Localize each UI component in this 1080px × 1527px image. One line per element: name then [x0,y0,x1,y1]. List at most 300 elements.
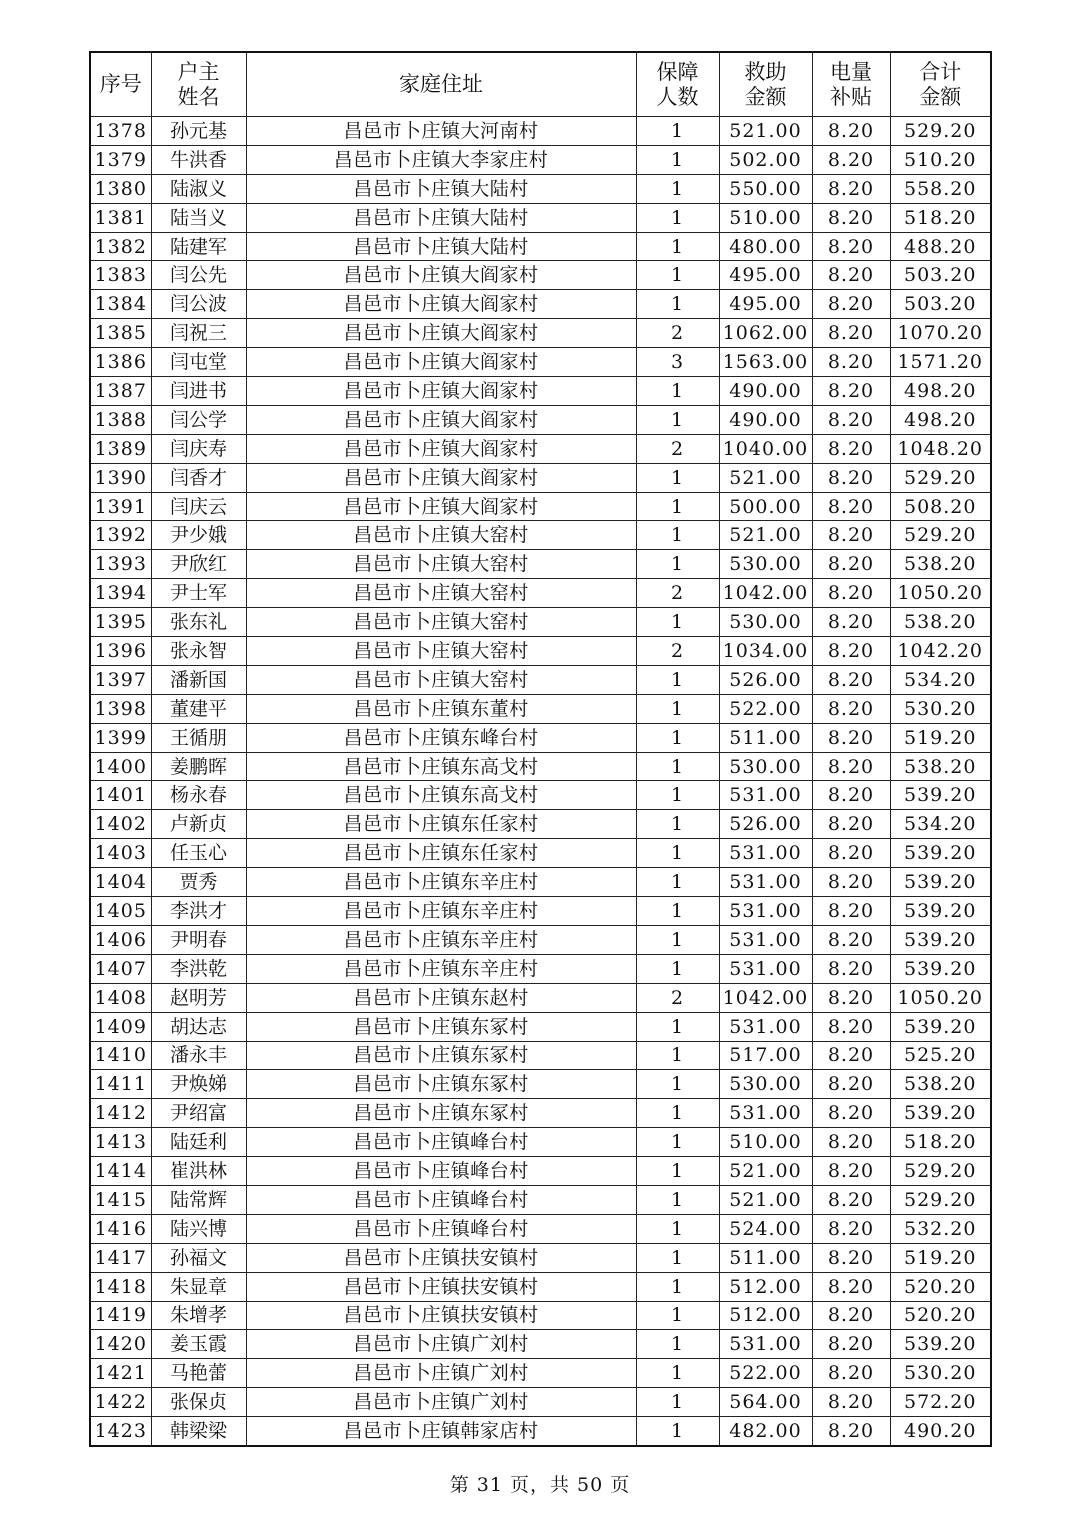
total-amount-cell: 1050.20 [890,983,991,1012]
table-row [90,1272,991,1301]
address-cell: 昌邑市卜庄镇大窑村 [246,521,636,550]
persons-cell: 1 [636,521,719,550]
aid-amount-cell: 482.00 [719,1417,812,1446]
name-cell: 陆建军 [151,232,246,261]
table-body [90,117,991,1446]
persons-cell: 1 [636,117,719,146]
address-cell: 昌邑市卜庄镇韩家店村 [246,1417,636,1446]
total-amount-cell: 534.20 [890,665,991,694]
name-cell: 牛洪香 [151,145,246,174]
seq-cell: 1401 [90,781,151,810]
aid-amount-cell: 502.00 [719,145,812,174]
power-subsidy-cell: 8.20 [812,1041,890,1070]
column-header-power [812,52,890,117]
name-cell: 董建平 [151,694,246,723]
persons-cell: 1 [636,1301,719,1330]
aid-amount-cell: 530.00 [719,1070,812,1099]
address-cell: 昌邑市卜庄镇东辛庄村 [246,925,636,954]
power-subsidy-cell: 8.20 [812,1417,890,1446]
seq-cell: 1381 [90,203,151,232]
power-subsidy-cell: 8.20 [812,868,890,897]
address-cell: 昌邑市卜庄镇广刘村 [246,1330,636,1359]
power-subsidy-cell: 8.20 [812,983,890,1012]
seq-cell: 1423 [90,1417,151,1446]
address-cell: 昌邑市卜庄镇大窑村 [246,550,636,579]
table-row [90,1012,991,1041]
power-subsidy-cell: 8.20 [812,1359,890,1388]
address-cell: 昌邑市卜庄镇东董村 [246,694,636,723]
power-subsidy-cell: 8.20 [812,810,890,839]
address-cell: 昌邑市卜庄镇东辛庄村 [246,897,636,926]
power-subsidy-cell: 8.20 [812,434,890,463]
persons-cell: 1 [636,1012,719,1041]
persons-cell: 1 [636,665,719,694]
name-cell: 闫香才 [151,463,246,492]
total-amount-cell: 539.20 [890,839,991,868]
total-amount-cell: 529.20 [890,1185,991,1214]
aid-amount-cell: 531.00 [719,839,812,868]
persons-cell: 1 [636,1099,719,1128]
name-cell: 潘永丰 [151,1041,246,1070]
total-amount-cell: 488.20 [890,232,991,261]
aid-amount-cell: 490.00 [719,405,812,434]
address-cell: 昌邑市卜庄镇峰台村 [246,1214,636,1243]
power-subsidy-cell: 8.20 [812,492,890,521]
table-row [90,521,991,550]
seq-cell: 1392 [90,521,151,550]
aid-amount-cell: 1563.00 [719,348,812,377]
seq-cell: 1420 [90,1330,151,1359]
aid-amount-cell: 495.00 [719,290,812,319]
total-amount-cell: 572.20 [890,1388,991,1417]
power-subsidy-cell: 8.20 [812,1070,890,1099]
persons-cell: 1 [636,377,719,406]
total-amount-cell: 538.20 [890,1070,991,1099]
address-cell: 昌邑市卜庄镇大河南村 [246,117,636,146]
total-amount-cell: 520.20 [890,1301,991,1330]
address-cell: 昌邑市卜庄镇大窑村 [246,608,636,637]
column-header-label: 电量 [830,59,872,84]
name-cell: 姜鹏晖 [151,752,246,781]
aid-amount-cell: 510.00 [719,1128,812,1157]
name-cell: 杨永春 [151,781,246,810]
column-header-name [151,52,246,117]
name-cell: 陆当义 [151,203,246,232]
name-cell: 闫公学 [151,405,246,434]
name-cell: 李洪才 [151,897,246,926]
persons-cell: 2 [636,579,719,608]
power-subsidy-cell: 8.20 [812,319,890,348]
name-cell: 闫庆寿 [151,434,246,463]
seq-cell: 1405 [90,897,151,926]
total-amount-cell: 1571.20 [890,348,991,377]
power-subsidy-cell: 8.20 [812,145,890,174]
persons-cell: 1 [636,1214,719,1243]
name-cell: 孙元基 [151,117,246,146]
name-cell: 尹明春 [151,925,246,954]
address-cell: 昌邑市卜庄镇大陆村 [246,203,636,232]
aid-amount-cell: 530.00 [719,550,812,579]
name-cell: 王循朋 [151,723,246,752]
column-header-label: 序号 [99,72,142,96]
total-amount-cell: 539.20 [890,925,991,954]
total-amount-cell: 534.20 [890,810,991,839]
column-header-total [890,52,991,117]
name-cell: 张永智 [151,637,246,666]
name-cell: 尹焕娣 [151,1070,246,1099]
seq-cell: 1407 [90,954,151,983]
seq-cell: 1421 [90,1359,151,1388]
name-cell: 李洪乾 [151,954,246,983]
seq-cell: 1388 [90,405,151,434]
power-subsidy-cell: 8.20 [812,579,890,608]
seq-cell: 1393 [90,550,151,579]
total-amount-cell: 498.20 [890,405,991,434]
column-header-label: 补贴 [830,84,872,109]
aid-amount-cell: 480.00 [719,232,812,261]
seq-cell: 1390 [90,463,151,492]
name-cell: 闫公先 [151,261,246,290]
seq-cell: 1411 [90,1070,151,1099]
table-row [90,492,991,521]
seq-cell: 1418 [90,1272,151,1301]
aid-amount-cell: 521.00 [719,117,812,146]
persons-cell: 1 [636,839,719,868]
table-row [90,1388,991,1417]
name-cell: 陆廷利 [151,1128,246,1157]
persons-cell: 1 [636,405,719,434]
seq-cell: 1394 [90,579,151,608]
power-subsidy-cell: 8.20 [812,1128,890,1157]
seq-cell: 1406 [90,925,151,954]
power-subsidy-cell: 8.20 [812,637,890,666]
table-row [90,983,991,1012]
persons-cell: 1 [636,1417,719,1446]
power-subsidy-cell: 8.20 [812,405,890,434]
seq-cell: 1412 [90,1099,151,1128]
persons-cell: 2 [636,637,719,666]
table-row [90,723,991,752]
address-cell: 昌邑市卜庄镇广刘村 [246,1359,636,1388]
table-row [90,1359,991,1388]
address-cell: 昌邑市卜庄镇东辛庄村 [246,868,636,897]
persons-cell: 1 [636,1157,719,1186]
aid-amount-cell: 524.00 [719,1214,812,1243]
total-amount-cell: 539.20 [890,1012,991,1041]
aid-amount-cell: 526.00 [719,665,812,694]
column-header-label: 合计 [919,59,962,84]
table-row [90,781,991,810]
total-amount-cell: 529.20 [890,117,991,146]
total-amount-cell: 518.20 [890,1128,991,1157]
aid-amount-cell: 531.00 [719,1330,812,1359]
power-subsidy-cell: 8.20 [812,1185,890,1214]
seq-cell: 1384 [90,290,151,319]
persons-cell: 1 [636,261,719,290]
name-cell: 贾秀 [151,868,246,897]
persons-cell: 1 [636,1070,719,1099]
table-row [90,145,991,174]
aid-amount-cell: 526.00 [719,810,812,839]
table-row [90,810,991,839]
seq-cell: 1378 [90,117,151,146]
address-cell: 昌邑市卜庄镇广刘村 [246,1388,636,1417]
table-row [90,348,991,377]
name-cell: 赵明芳 [151,983,246,1012]
persons-cell: 1 [636,232,719,261]
seq-cell: 1415 [90,1185,151,1214]
total-amount-cell: 519.20 [890,723,991,752]
table-row [90,637,991,666]
table-row [90,550,991,579]
persons-cell: 1 [636,1185,719,1214]
persons-cell: 1 [636,608,719,637]
total-amount-cell: 503.20 [890,290,991,319]
name-cell: 尹士军 [151,579,246,608]
table-row [90,954,991,983]
persons-cell: 1 [636,290,719,319]
total-amount-cell: 490.20 [890,1417,991,1446]
table-row [90,1185,991,1214]
column-header-label: 人数 [656,84,699,109]
seq-cell: 1403 [90,839,151,868]
power-subsidy-cell: 8.20 [812,1388,890,1417]
name-cell: 胡达志 [151,1012,246,1041]
aid-amount-cell: 517.00 [719,1041,812,1070]
seq-cell: 1389 [90,434,151,463]
aid-amount-cell: 1042.00 [719,579,812,608]
address-cell: 昌邑市卜庄镇东冢村 [246,1070,636,1099]
page-number-footer: 第 31 页，共 50 页 [449,1474,631,1496]
address-cell: 昌邑市卜庄镇东赵村 [246,983,636,1012]
aid-amount-cell: 512.00 [719,1301,812,1330]
power-subsidy-cell: 8.20 [812,925,890,954]
total-amount-cell: 518.20 [890,203,991,232]
persons-cell: 1 [636,781,719,810]
power-subsidy-cell: 8.20 [812,117,890,146]
aid-amount-cell: 1042.00 [719,983,812,1012]
name-cell: 孙福文 [151,1243,246,1272]
persons-cell: 1 [636,550,719,579]
column-header-seq [90,52,151,117]
name-cell: 尹欣红 [151,550,246,579]
column-header-aid [719,52,812,117]
seq-cell: 1395 [90,608,151,637]
address-cell: 昌邑市卜庄镇东冢村 [246,1012,636,1041]
table-row [90,1330,991,1359]
address-cell: 昌邑市卜庄镇大阎家村 [246,290,636,319]
aid-amount-cell: 511.00 [719,723,812,752]
aid-amount-cell: 530.00 [719,608,812,637]
address-cell: 昌邑市卜庄镇大阎家村 [246,348,636,377]
column-header-persons [636,52,719,117]
power-subsidy-cell: 8.20 [812,521,890,550]
name-cell: 韩梁梁 [151,1417,246,1446]
table-row [90,261,991,290]
power-subsidy-cell: 8.20 [812,348,890,377]
total-amount-cell: 539.20 [890,781,991,810]
address-cell: 昌邑市卜庄镇大陆村 [246,174,636,203]
table-row [90,1070,991,1099]
seq-cell: 1387 [90,377,151,406]
address-cell: 昌邑市卜庄镇东冢村 [246,1041,636,1070]
persons-cell: 2 [636,434,719,463]
seq-cell: 1413 [90,1128,151,1157]
name-cell: 闫屯堂 [151,348,246,377]
persons-cell: 1 [636,954,719,983]
power-subsidy-cell: 8.20 [812,232,890,261]
table-row [90,1417,991,1446]
table-row [90,1214,991,1243]
seq-cell: 1422 [90,1388,151,1417]
power-subsidy-cell: 8.20 [812,839,890,868]
seq-cell: 1404 [90,868,151,897]
persons-cell: 1 [636,1330,719,1359]
power-subsidy-cell: 8.20 [812,954,890,983]
name-cell: 闫进书 [151,377,246,406]
name-cell: 张东礼 [151,608,246,637]
power-subsidy-cell: 8.20 [812,752,890,781]
aid-amount-cell: 531.00 [719,954,812,983]
aid-amount-cell: 521.00 [719,521,812,550]
name-cell: 闫公波 [151,290,246,319]
aid-amount-cell: 531.00 [719,897,812,926]
persons-cell: 1 [636,868,719,897]
power-subsidy-cell: 8.20 [812,608,890,637]
table-row [90,897,991,926]
aid-amount-cell: 531.00 [719,925,812,954]
seq-cell: 1397 [90,665,151,694]
column-header-label: 金额 [744,84,787,109]
aid-amount-cell: 521.00 [719,463,812,492]
total-amount-cell: 530.20 [890,694,991,723]
total-amount-cell: 529.20 [890,463,991,492]
aid-amount-cell: 550.00 [719,174,812,203]
seq-cell: 1416 [90,1214,151,1243]
name-cell: 朱显章 [151,1272,246,1301]
name-cell: 陆兴博 [151,1214,246,1243]
column-header-label: 救助 [744,59,787,84]
column-header-label: 家庭住址 [399,72,483,96]
total-amount-cell: 510.20 [890,145,991,174]
aid-amount-cell: 1062.00 [719,319,812,348]
seq-cell: 1399 [90,723,151,752]
table-row [90,203,991,232]
total-amount-cell: 520.20 [890,1272,991,1301]
seq-cell: 1396 [90,637,151,666]
power-subsidy-cell: 8.20 [812,665,890,694]
aid-amount-cell: 1034.00 [719,637,812,666]
address-cell: 昌邑市卜庄镇东任家村 [246,810,636,839]
power-subsidy-cell: 8.20 [812,1301,890,1330]
table-row [90,405,991,434]
column-header-label: 金额 [919,84,962,109]
column-header-address [246,52,636,117]
table-row [90,1099,991,1128]
power-subsidy-cell: 8.20 [812,1214,890,1243]
seq-cell: 1383 [90,261,151,290]
address-cell: 昌邑市卜庄镇大阎家村 [246,319,636,348]
seq-cell: 1386 [90,348,151,377]
name-cell: 潘新国 [151,665,246,694]
address-cell: 昌邑市卜庄镇大阎家村 [246,405,636,434]
name-cell: 姜玉霞 [151,1330,246,1359]
table-row [90,925,991,954]
table-row [90,579,991,608]
aid-amount-cell: 531.00 [719,868,812,897]
persons-cell: 2 [636,983,719,1012]
aid-amount-cell: 530.00 [719,752,812,781]
persons-cell: 1 [636,897,719,926]
address-cell: 昌邑市卜庄镇扶安镇村 [246,1301,636,1330]
table-row [90,377,991,406]
power-subsidy-cell: 8.20 [812,463,890,492]
address-cell: 昌邑市卜庄镇大阎家村 [246,434,636,463]
table-row [90,1128,991,1157]
power-subsidy-cell: 8.20 [812,694,890,723]
address-cell: 昌邑市卜庄镇峰台村 [246,1185,636,1214]
address-cell: 昌邑市卜庄镇大李家庄村 [246,145,636,174]
persons-cell: 1 [636,203,719,232]
address-cell: 昌邑市卜庄镇大窑村 [246,637,636,666]
seq-cell: 1398 [90,694,151,723]
name-cell: 陆常辉 [151,1185,246,1214]
total-amount-cell: 539.20 [890,1330,991,1359]
table-header-row [90,52,991,117]
aid-amount-cell: 500.00 [719,492,812,521]
total-amount-cell: 498.20 [890,377,991,406]
total-amount-cell: 1042.20 [890,637,991,666]
total-amount-cell: 525.20 [890,1041,991,1070]
power-subsidy-cell: 8.20 [812,203,890,232]
relief-roster-table [89,51,992,1447]
power-subsidy-cell: 8.20 [812,1330,890,1359]
power-subsidy-cell: 8.20 [812,550,890,579]
persons-cell: 1 [636,174,719,203]
total-amount-cell: 558.20 [890,174,991,203]
power-subsidy-cell: 8.20 [812,261,890,290]
table-row [90,463,991,492]
address-cell: 昌邑市卜庄镇大阎家村 [246,492,636,521]
address-cell: 昌邑市卜庄镇大陆村 [246,232,636,261]
total-amount-cell: 538.20 [890,752,991,781]
aid-amount-cell: 510.00 [719,203,812,232]
table-row [90,1301,991,1330]
persons-cell: 1 [636,1041,719,1070]
aid-amount-cell: 521.00 [719,1157,812,1186]
total-amount-cell: 508.20 [890,492,991,521]
aid-amount-cell: 521.00 [719,1185,812,1214]
total-amount-cell: 539.20 [890,897,991,926]
aid-amount-cell: 531.00 [719,781,812,810]
persons-cell: 2 [636,319,719,348]
table-row [90,1157,991,1186]
name-cell: 任玉心 [151,839,246,868]
persons-cell: 1 [636,145,719,174]
total-amount-cell: 503.20 [890,261,991,290]
aid-amount-cell: 531.00 [719,1099,812,1128]
total-amount-cell: 529.20 [890,521,991,550]
power-subsidy-cell: 8.20 [812,781,890,810]
name-cell: 卢新贞 [151,810,246,839]
seq-cell: 1380 [90,174,151,203]
persons-cell: 1 [636,810,719,839]
address-cell: 昌邑市卜庄镇大窑村 [246,579,636,608]
power-subsidy-cell: 8.20 [812,377,890,406]
name-cell: 闫祝三 [151,319,246,348]
persons-cell: 1 [636,1388,719,1417]
table-row [90,868,991,897]
